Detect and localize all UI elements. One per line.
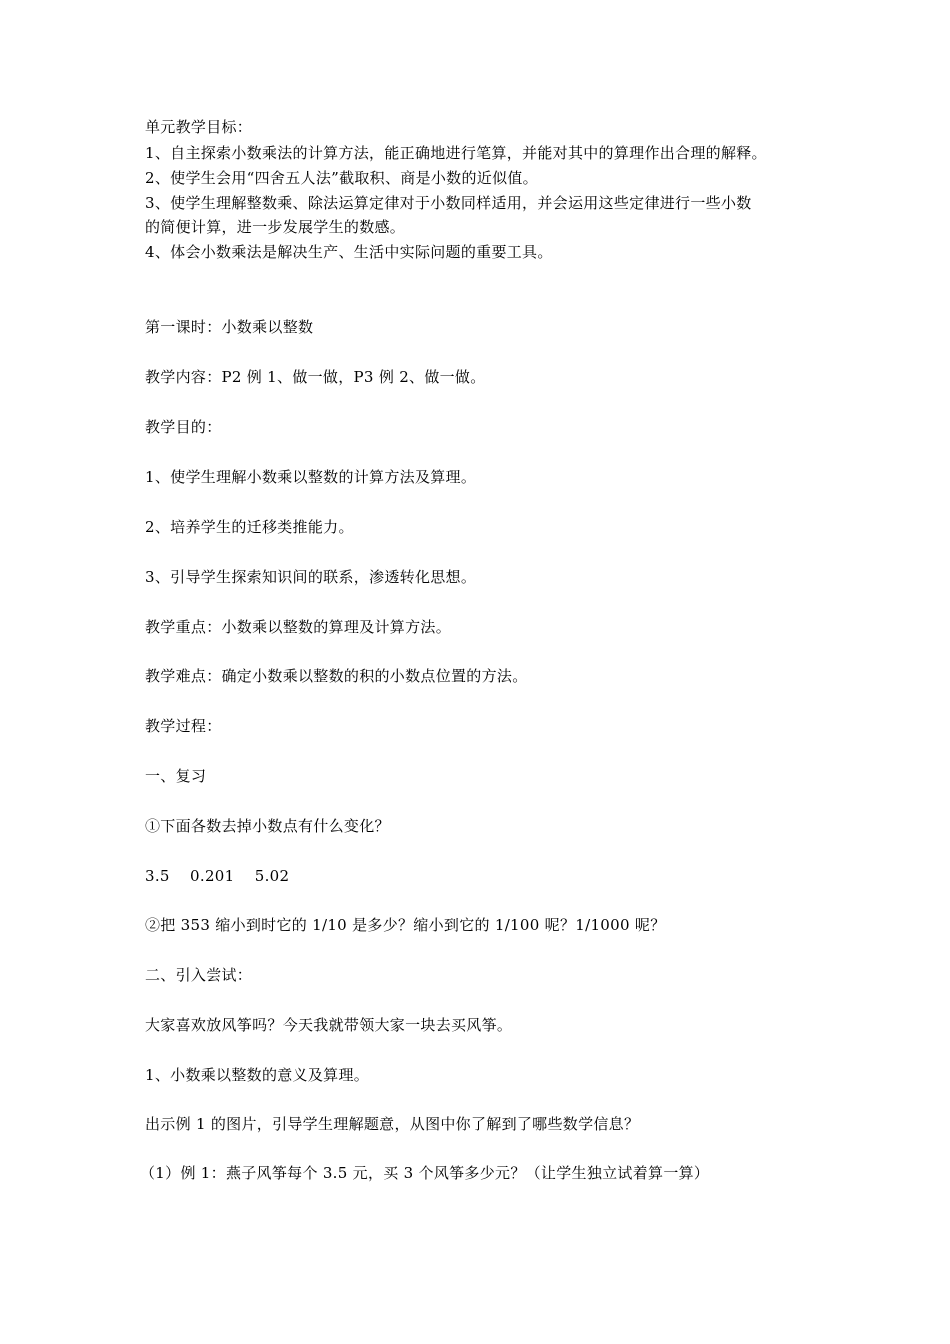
lesson-content: 教学内容：P2 例 1、做一做，P3 例 2、做一做。: [145, 368, 486, 386]
aim-item: 1、使学生理解小数乘以整数的计算方法及算理。: [145, 468, 477, 486]
section-heading: 1、小数乘以整数的意义及算理。: [145, 1066, 370, 1084]
aims-heading: 教学目的：: [145, 418, 222, 436]
key-point: 教学重点：小数乘以整数的算理及计算方法。: [145, 618, 452, 636]
objective-item: 1、自主探索小数乘法的计算方法，能正确地进行笔算，并能对其中的算理作出合理的解释。: [145, 144, 767, 162]
difficulty: 教学难点：确定小数乘以整数的积的小数点位置的方法。: [145, 667, 528, 685]
objectives-heading: 单元教学目标：: [145, 118, 253, 136]
objective-item: 2、使学生会用“四舍五人法”截取积、商是小数的近似值。: [145, 169, 538, 187]
objective-item-continued: 的简便计算，进一步发展学生的数感。: [145, 218, 406, 236]
intro-text: 大家喜欢放风筝吗？今天我就带领大家一块去买风筝。: [145, 1016, 513, 1034]
review-question: ②把 353 缩小到时它的 1/10 是多少？缩小到它的 1/100 呢？1/1000 呢？: [145, 916, 666, 934]
lesson-title: 第一课时：小数乘以整数: [145, 318, 314, 336]
intro-heading: 二、引入尝试：: [145, 966, 253, 984]
objective-item: 3、使学生理解整数乘、除法运算定律对于小数同样适用，并会运用这些定律进行一些小数: [145, 194, 752, 212]
objective-item: 4、体会小数乘法是解决生产、生活中实际问题的重要工具。: [145, 243, 553, 261]
example-1: （1）例 1：燕子风筝每个 3.5 元，买 3 个风筝多少元？（让学生独立试着算一算）: [140, 1164, 710, 1182]
section-text: 出示例 1 的图片，引导学生理解题意，从图中你了解到了哪些数学信息？: [145, 1115, 640, 1133]
process-heading: 教学过程：: [145, 717, 222, 735]
review-numbers: 3.5 0.201 5.02: [145, 867, 290, 885]
review-question: ①下面各数去掉小数点有什么变化？: [145, 817, 390, 835]
review-heading: 一、复习: [145, 767, 207, 785]
aim-item: 2、培养学生的迁移类推能力。: [145, 518, 354, 536]
aim-item: 3、引导学生探索知识间的联系，渗透转化思想。: [145, 568, 477, 586]
